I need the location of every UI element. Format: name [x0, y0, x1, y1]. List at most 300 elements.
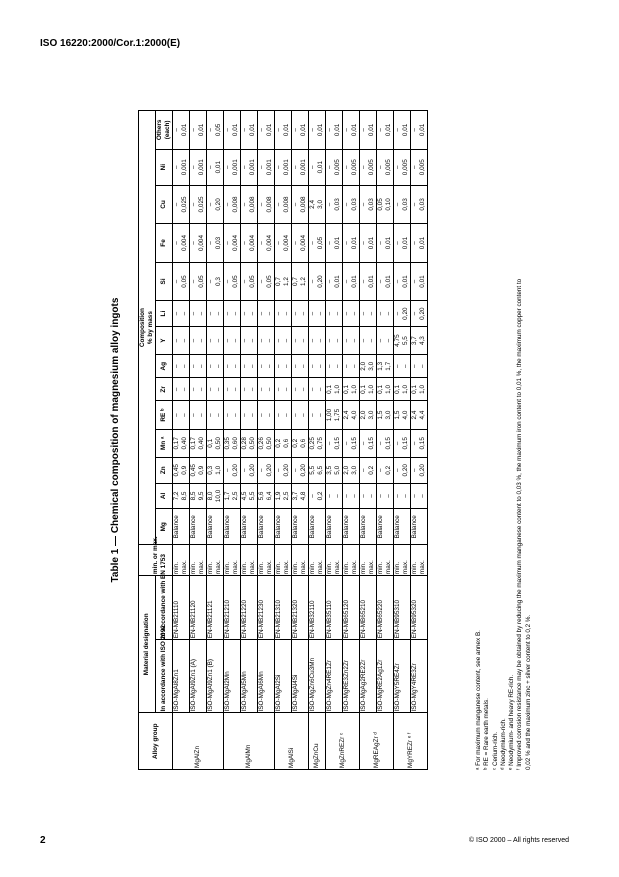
value-cell: 1,7 — [385, 355, 394, 378]
min-max-cell: min. — [224, 545, 233, 576]
alloy-group-cell: MgAlSi — [275, 713, 309, 770]
value-cell: 0,03 — [215, 224, 224, 263]
value-cell: Balance — [411, 509, 428, 545]
value-cell: – — [419, 355, 428, 378]
value-cell: – — [224, 111, 233, 150]
value-cell: – — [360, 262, 369, 301]
value-cell: – — [411, 429, 420, 457]
value-cell: – — [207, 355, 216, 378]
value-cell: – — [351, 355, 360, 378]
value-cell: 0,20 — [402, 301, 411, 327]
value-cell: – — [241, 355, 250, 378]
value-cell: – — [207, 111, 216, 150]
value-cell: 0,20 — [419, 457, 428, 483]
header-element: Mg — [156, 509, 173, 545]
min-max-cell: min. — [275, 545, 284, 576]
value-cell: – — [411, 301, 420, 327]
value-cell: 0,15 — [334, 429, 343, 457]
header-min-max: min. or max. — [139, 545, 173, 576]
value-cell: – — [411, 149, 420, 185]
value-cell: – — [351, 301, 360, 327]
value-cell: – — [258, 149, 267, 185]
value-cell: 0,20 — [215, 185, 224, 224]
footnote: ᵉ Neodymium- and heavy RE-rich. — [508, 674, 516, 770]
value-cell: – — [283, 401, 292, 429]
iso-designation-cell: ISO-MgAl6Mn — [258, 640, 275, 713]
min-max-cell: max. — [402, 545, 411, 576]
value-cell: – — [351, 326, 360, 354]
value-cell: 8,0 — [207, 483, 216, 509]
value-cell: 0,1 — [377, 378, 386, 401]
value-cell: 0,025 — [181, 185, 190, 224]
value-cell: – — [309, 326, 318, 354]
value-cell: – — [241, 149, 250, 185]
value-cell: – — [190, 301, 199, 327]
value-cell: 0,01 — [368, 111, 377, 150]
value-cell: – — [258, 457, 267, 483]
iso-designation-cell: ISO-MgAl4Si — [292, 640, 309, 713]
value-cell: – — [326, 224, 335, 263]
value-cell: – — [190, 111, 199, 150]
min-max-cell: max. — [419, 545, 428, 576]
table-body — [173, 111, 428, 770]
en-designation-cell: EN-MB21120 — [190, 576, 207, 640]
value-cell: – — [326, 262, 335, 301]
value-cell: – — [224, 149, 233, 185]
value-cell: Balance — [360, 509, 377, 545]
value-cell: – — [360, 326, 369, 354]
value-cell: 0,40 — [198, 429, 207, 457]
min-max-cell: max. — [385, 545, 394, 576]
value-cell: 0,01 — [385, 224, 394, 263]
value-cell: – — [249, 301, 258, 327]
value-cell: 0,008 — [232, 185, 241, 224]
en-designation-cell: EN-MB21230 — [258, 576, 275, 640]
value-cell: – — [266, 401, 275, 429]
value-cell: 1,9 — [275, 483, 284, 509]
iso-designation-cell: ISO-MgY5RE4Zr — [394, 640, 411, 713]
value-cell: – — [317, 401, 326, 429]
value-cell: – — [377, 262, 386, 301]
value-cell: – — [173, 149, 182, 185]
value-cell: 5,5 — [249, 483, 258, 509]
value-cell: Balance — [224, 509, 241, 545]
value-cell: 1,3 — [377, 355, 386, 378]
value-cell: – — [283, 355, 292, 378]
value-cell: – — [343, 262, 352, 301]
value-cell: 0,001 — [181, 149, 190, 185]
footnote: ᶜ Cerium-rich. — [491, 731, 499, 770]
value-cell: 0,1 — [343, 378, 352, 401]
value-cell: – — [394, 429, 403, 457]
value-cell: – — [275, 149, 284, 185]
value-cell: 2,0 — [360, 355, 369, 378]
value-cell: 4,4 — [419, 401, 428, 429]
value-cell: 0,03 — [368, 185, 377, 224]
value-cell: – — [300, 401, 309, 429]
value-cell: 0,2 — [317, 483, 326, 509]
min-max-cell: min. — [309, 545, 318, 576]
value-cell: 0,01 — [419, 262, 428, 301]
value-cell: – — [317, 326, 326, 354]
value-cell: 1,0 — [368, 378, 377, 401]
value-cell: – — [300, 355, 309, 378]
value-cell: – — [326, 111, 335, 150]
value-cell: 0,01 — [232, 111, 241, 150]
value-cell: – — [190, 262, 199, 301]
value-cell: 0,6 — [283, 429, 292, 457]
value-cell: 0,005 — [419, 149, 428, 185]
en-designation-cell: EN-MB21110 — [173, 576, 190, 640]
value-cell: 0,2 — [292, 429, 301, 457]
iso-designation-cell: ISO-MgRE2Ag1Zr — [377, 640, 394, 713]
value-cell: – — [343, 483, 352, 509]
value-cell: 0,004 — [300, 224, 309, 263]
alloy-group-cell: MgYREZr ᵉ ᶠ — [394, 713, 428, 770]
value-cell: 0,001 — [249, 149, 258, 185]
iso-designation-cell: ISO-MgAg2RE2Zr — [360, 640, 377, 713]
table-row — [275, 111, 284, 770]
value-cell: 0,75 — [317, 429, 326, 457]
composition-table — [138, 110, 428, 770]
header-material-designation: Material designation — [139, 576, 156, 713]
value-cell: – — [258, 262, 267, 301]
en-designation-cell: EN-MB21310 — [275, 576, 292, 640]
alloy-group-cell: MgZnREZr ᶜ — [326, 713, 360, 770]
value-cell: – — [326, 149, 335, 185]
value-cell: – — [377, 111, 386, 150]
en-designation-cell: EN-MB65220 — [377, 576, 394, 640]
value-cell: – — [394, 301, 403, 327]
value-cell: 0,05 — [232, 262, 241, 301]
min-max-cell: max. — [198, 545, 207, 576]
value-cell: – — [411, 483, 420, 509]
min-max-cell: max. — [351, 545, 360, 576]
value-cell: – — [326, 429, 335, 457]
value-cell: 0,03 — [334, 185, 343, 224]
table-row — [394, 111, 403, 770]
value-cell: – — [198, 301, 207, 327]
header-element: Fe — [156, 224, 173, 263]
value-cell: – — [343, 149, 352, 185]
value-cell: – — [232, 401, 241, 429]
value-cell: – — [343, 111, 352, 150]
alloy-group-cell: MgAlZn — [173, 713, 224, 770]
value-cell: – — [173, 378, 182, 401]
value-cell: – — [309, 483, 318, 509]
value-cell: 4,5 — [241, 483, 250, 509]
value-cell: – — [292, 301, 301, 327]
value-cell: – — [258, 326, 267, 354]
value-cell: – — [207, 224, 216, 263]
en-designation-cell: EN-MB21320 — [292, 576, 309, 640]
value-cell: – — [266, 326, 275, 354]
value-cell: – — [343, 185, 352, 224]
value-cell: – — [224, 185, 233, 224]
alloy-group-cell: MgZnCu — [309, 713, 326, 770]
value-cell: – — [309, 111, 318, 150]
value-cell: – — [224, 262, 233, 301]
value-cell: 5,0 — [334, 457, 343, 483]
value-cell: – — [258, 401, 267, 429]
value-cell: – — [241, 185, 250, 224]
value-cell: 1,7 — [224, 483, 233, 509]
value-cell: – — [394, 483, 403, 509]
value-cell: 6,5 — [317, 457, 326, 483]
value-cell: – — [224, 457, 233, 483]
iso-designation-cell: ISO-MgAl9Zn1 (B) — [207, 640, 224, 713]
value-cell: 0,01 — [266, 111, 275, 150]
footnote: ᵇ RE = Rare earth metals. — [483, 698, 491, 770]
en-designation-cell: EN-MB95320 — [411, 576, 428, 640]
value-cell: 2,4 — [343, 401, 352, 429]
value-cell: 0,26 — [258, 429, 267, 457]
table-notes — [475, 110, 533, 770]
value-cell: – — [377, 457, 386, 483]
document-header: ISO 16220:2000/Cor.1:2000(E) — [40, 38, 181, 49]
value-cell: 0,01 — [351, 224, 360, 263]
value-cell: 0,05 — [181, 262, 190, 301]
value-cell: – — [309, 301, 318, 327]
value-cell: 0,001 — [266, 149, 275, 185]
value-cell: 0,20 — [419, 301, 428, 327]
value-cell: 0,004 — [283, 224, 292, 263]
header-en: In accordance with EN 1753 — [156, 576, 173, 640]
value-cell: Balance — [190, 509, 207, 545]
value-cell: 0,17 — [173, 429, 182, 457]
value-cell: – — [292, 185, 301, 224]
value-cell: 0,05 — [249, 262, 258, 301]
value-cell: – — [190, 326, 199, 354]
value-cell: 0,025 — [198, 185, 207, 224]
value-cell: – — [241, 457, 250, 483]
value-cell: – — [368, 326, 377, 354]
value-cell: – — [207, 262, 216, 301]
value-cell: 0,50 — [266, 429, 275, 457]
value-cell: 0,008 — [283, 185, 292, 224]
min-max-cell: min. — [241, 545, 250, 576]
value-cell: 0,01 — [215, 149, 224, 185]
value-cell: – — [334, 355, 343, 378]
value-cell: 0,15 — [368, 429, 377, 457]
value-cell: – — [232, 301, 241, 327]
value-cell: 4,0 — [402, 401, 411, 429]
en-designation-cell: EN-MB65210 — [360, 576, 377, 640]
value-cell: – — [258, 185, 267, 224]
value-cell: – — [402, 483, 411, 509]
value-cell: – — [326, 483, 335, 509]
table-row — [360, 111, 369, 770]
value-cell: 2,5 — [232, 483, 241, 509]
value-cell: 0,005 — [402, 149, 411, 185]
value-cell: 0,01 — [419, 111, 428, 150]
table-row — [411, 111, 420, 770]
value-cell: – — [283, 326, 292, 354]
value-cell: – — [411, 262, 420, 301]
value-cell: 10,0 — [215, 483, 224, 509]
value-cell: 0,1 — [326, 378, 335, 401]
min-max-cell: min. — [190, 545, 199, 576]
composition-label: Composition — [139, 308, 146, 348]
value-cell: – — [283, 378, 292, 401]
value-cell: 0,01 — [334, 224, 343, 263]
value-cell: 0,45 — [173, 457, 182, 483]
value-cell: 9,5 — [198, 483, 207, 509]
value-cell: – — [351, 483, 360, 509]
value-cell: – — [292, 149, 301, 185]
value-cell: 1,75 — [334, 401, 343, 429]
value-cell: – — [190, 149, 199, 185]
value-cell: 0,01 — [385, 111, 394, 150]
value-cell: 0,50 — [215, 429, 224, 457]
footnote: ᵃ For maximum manganese content, see annex B. — [475, 630, 482, 770]
value-cell: 0,7 — [275, 262, 284, 301]
header-composition — [139, 111, 156, 545]
min-max-cell: max. — [368, 545, 377, 576]
value-cell: 0,45 — [190, 457, 199, 483]
value-cell: – — [368, 301, 377, 327]
value-cell: – — [326, 185, 335, 224]
value-cell: – — [394, 111, 403, 150]
min-max-cell: min. — [207, 545, 216, 576]
value-cell: – — [411, 457, 420, 483]
value-cell: Balance — [394, 509, 411, 545]
min-max-cell: min. — [360, 545, 369, 576]
value-cell: – — [394, 355, 403, 378]
value-cell: 0,001 — [198, 149, 207, 185]
en-designation-cell: EN-MB65120 — [343, 576, 360, 640]
min-max-cell: max. — [283, 545, 292, 576]
value-cell: 0,05 — [317, 224, 326, 263]
value-cell: 0,1 — [411, 378, 420, 401]
value-cell: 0,20 — [317, 262, 326, 301]
value-cell: 0,004 — [181, 224, 190, 263]
value-cell: – — [224, 401, 233, 429]
value-cell: 6,4 — [266, 483, 275, 509]
value-cell: – — [394, 224, 403, 263]
value-cell: 4,75 — [394, 326, 403, 354]
value-cell: – — [292, 111, 301, 150]
value-cell: – — [258, 224, 267, 263]
value-cell: 0,01 — [402, 111, 411, 150]
value-cell: 0,50 — [249, 429, 258, 457]
value-cell: – — [249, 355, 258, 378]
header-element: RE ᵇ — [156, 401, 173, 429]
value-cell: – — [207, 149, 216, 185]
value-cell: – — [300, 378, 309, 401]
iso-designation-cell: ISO-MgZn6Cu3Mn — [309, 640, 326, 713]
table-row — [241, 111, 250, 770]
min-max-cell: min. — [377, 545, 386, 576]
value-cell: – — [266, 301, 275, 327]
min-max-cell: max. — [266, 545, 275, 576]
value-cell: – — [385, 326, 394, 354]
table-row — [258, 111, 267, 770]
value-cell: – — [377, 149, 386, 185]
value-cell: 0,01 — [385, 262, 394, 301]
value-cell: – — [241, 301, 250, 327]
mass-label: % by mass — [147, 311, 154, 345]
min-max-cell: max. — [181, 545, 190, 576]
table-row — [292, 111, 301, 770]
footnote: ᵈ Neodymium-rich. — [499, 718, 507, 770]
value-cell: 1,2 — [300, 262, 309, 301]
min-max-cell: min. — [343, 545, 352, 576]
value-cell: – — [292, 457, 301, 483]
value-cell: – — [317, 378, 326, 401]
value-cell: – — [419, 483, 428, 509]
value-cell: – — [275, 111, 284, 150]
header-element: Mn ᵃ — [156, 429, 173, 457]
value-cell: 0,9 — [198, 457, 207, 483]
value-cell: – — [275, 378, 284, 401]
value-cell: – — [275, 326, 284, 354]
value-cell: 0,004 — [232, 224, 241, 263]
value-cell: 3,0 — [385, 401, 394, 429]
value-cell: – — [224, 224, 233, 263]
value-cell: – — [232, 326, 241, 354]
value-cell: 0,008 — [300, 185, 309, 224]
value-cell: – — [343, 326, 352, 354]
value-cell: – — [181, 326, 190, 354]
value-cell: Balance — [207, 509, 224, 545]
min-max-cell: max. — [334, 545, 343, 576]
value-cell: 0,60 — [232, 429, 241, 457]
value-cell: – — [173, 185, 182, 224]
value-cell: Balance — [309, 509, 326, 545]
value-cell: 0,20 — [402, 457, 411, 483]
value-cell: – — [411, 355, 420, 378]
value-cell: 0,05 — [266, 262, 275, 301]
value-cell: – — [241, 262, 250, 301]
value-cell: 3,0 — [368, 401, 377, 429]
header-element: Zr — [156, 378, 173, 401]
value-cell: – — [411, 185, 420, 224]
value-cell: – — [249, 326, 258, 354]
value-cell: 3,5 — [326, 457, 335, 483]
value-cell: – — [283, 301, 292, 327]
footnote: ᶠ Improved corrosion resistance may be obtained by reducing the maximum manganese content to 0,03 %, the maximum iron content to 0,01 %, the maximum copper content to — [516, 278, 524, 770]
table-row — [343, 111, 352, 770]
iso-designation-cell: ISO-MgAl2Si — [275, 640, 292, 713]
value-cell: 0,01 — [198, 111, 207, 150]
iso-designation-cell: ISO-MgY4RE3Zr — [411, 640, 428, 713]
value-cell: 0,05 — [215, 111, 224, 150]
value-cell: – — [360, 149, 369, 185]
value-cell: 0,20 — [266, 457, 275, 483]
value-cell: – — [360, 457, 369, 483]
value-cell: 4,0 — [351, 401, 360, 429]
iso-designation-cell: ISO-MgRE3Zn2Zr — [343, 640, 360, 713]
header-element: Si — [156, 262, 173, 301]
value-cell: – — [198, 326, 207, 354]
value-cell: 0,35 — [224, 429, 233, 457]
alloy-group-cell: MgAlMn — [224, 713, 275, 770]
value-cell: – — [402, 355, 411, 378]
value-cell: – — [173, 401, 182, 429]
header-element: Cu — [156, 185, 173, 224]
value-cell: 4,8 — [300, 483, 309, 509]
value-cell: – — [232, 355, 241, 378]
value-cell: 0,3 — [207, 457, 216, 483]
min-max-cell: max. — [249, 545, 258, 576]
value-cell: 0,03 — [402, 185, 411, 224]
value-cell: – — [232, 378, 241, 401]
value-cell: 0,03 — [419, 185, 428, 224]
min-max-cell: min. — [411, 545, 420, 576]
value-cell: 0,008 — [266, 185, 275, 224]
value-cell: – — [275, 224, 284, 263]
